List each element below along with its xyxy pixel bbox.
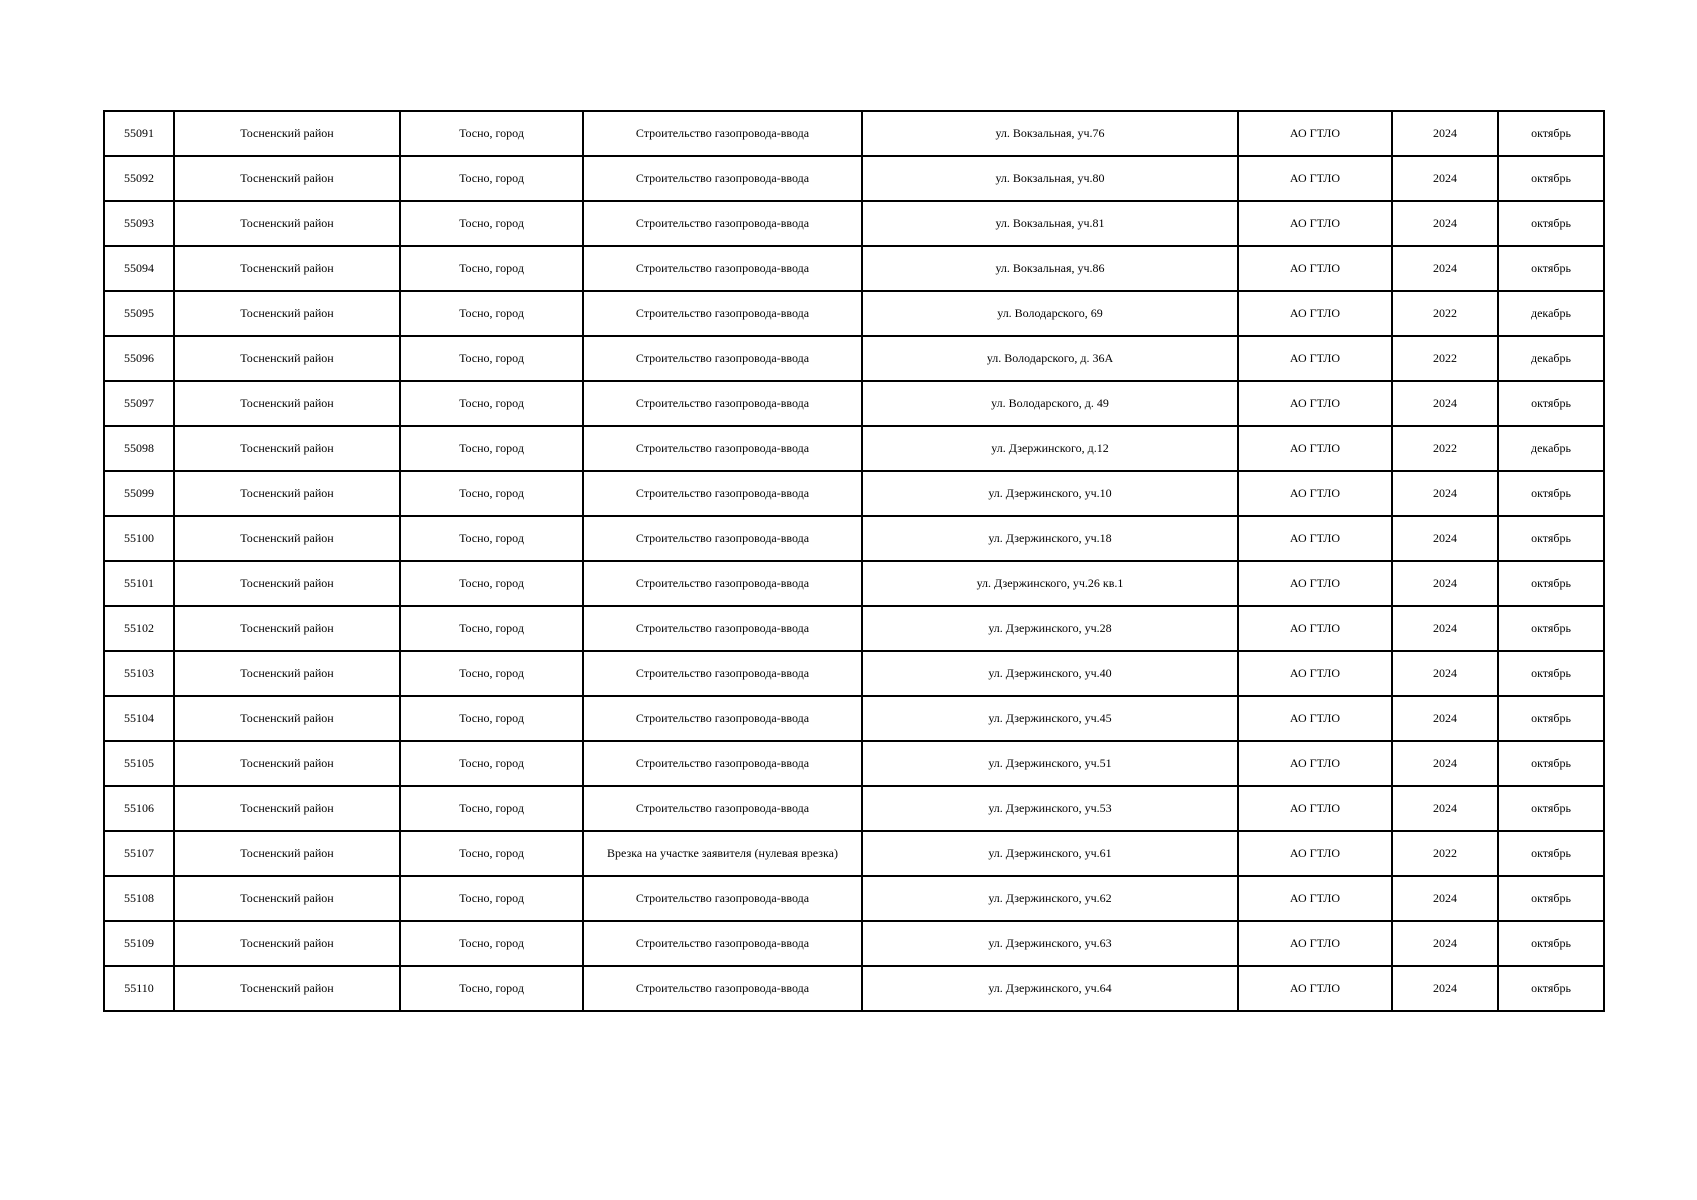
address-cell: ул. Вокзальная, уч.86 (862, 246, 1238, 291)
row-id-cell: 55091 (104, 111, 174, 156)
organization-cell: АО ГТЛО (1238, 561, 1392, 606)
work-type-cell: Строительство газопровода-ввода (583, 426, 862, 471)
row-id-cell: 55097 (104, 381, 174, 426)
row-id-cell: 55109 (104, 921, 174, 966)
district-cell: Тосненский район (174, 741, 400, 786)
organization-cell: АО ГТЛО (1238, 696, 1392, 741)
month-cell: октябрь (1498, 966, 1604, 1011)
year-cell: 2024 (1392, 156, 1498, 201)
month-cell: октябрь (1498, 876, 1604, 921)
district-cell: Тосненский район (174, 201, 400, 246)
year-cell: 2024 (1392, 246, 1498, 291)
address-cell: ул. Дзержинского, уч.51 (862, 741, 1238, 786)
month-cell: декабрь (1498, 426, 1604, 471)
work-type-cell: Строительство газопровода-ввода (583, 516, 862, 561)
address-cell: ул. Володарского, д. 36А (862, 336, 1238, 381)
address-cell: ул. Дзержинского, уч.61 (862, 831, 1238, 876)
row-id-cell: 55104 (104, 696, 174, 741)
work-type-cell: Строительство газопровода-ввода (583, 966, 862, 1011)
row-id-cell: 55098 (104, 426, 174, 471)
month-cell: декабрь (1498, 291, 1604, 336)
work-type-cell: Строительство газопровода-ввода (583, 201, 862, 246)
locality-cell: Тосно, город (400, 381, 583, 426)
district-cell: Тосненский район (174, 336, 400, 381)
work-type-cell: Строительство газопровода-ввода (583, 336, 862, 381)
organization-cell: АО ГТЛО (1238, 651, 1392, 696)
month-cell: октябрь (1498, 831, 1604, 876)
locality-cell: Тосно, город (400, 696, 583, 741)
year-cell: 2024 (1392, 606, 1498, 651)
table-row (104, 696, 1604, 741)
work-type-cell: Строительство газопровода-ввода (583, 246, 862, 291)
organization-cell: АО ГТЛО (1238, 381, 1392, 426)
row-id-cell: 55092 (104, 156, 174, 201)
organization-cell: АО ГТЛО (1238, 156, 1392, 201)
work-type-cell: Строительство газопровода-ввода (583, 606, 862, 651)
district-cell: Тосненский район (174, 966, 400, 1011)
organization-cell: АО ГТЛО (1238, 471, 1392, 516)
address-cell: ул. Володарского, 69 (862, 291, 1238, 336)
year-cell: 2022 (1392, 426, 1498, 471)
locality-cell: Тосно, город (400, 606, 583, 651)
table-row (104, 516, 1604, 561)
district-cell: Тосненский район (174, 156, 400, 201)
work-type-cell: Врезка на участке заявителя (нулевая врезка) (583, 831, 862, 876)
table-row (104, 741, 1604, 786)
row-id-cell: 55108 (104, 876, 174, 921)
address-cell: ул. Дзержинского, уч.62 (862, 876, 1238, 921)
address-cell: ул. Вокзальная, уч.80 (862, 156, 1238, 201)
organization-cell: АО ГТЛО (1238, 111, 1392, 156)
row-id-cell: 55103 (104, 651, 174, 696)
gas-connection-table (103, 110, 1605, 1012)
year-cell: 2022 (1392, 831, 1498, 876)
row-id-cell: 55096 (104, 336, 174, 381)
organization-cell: АО ГТЛО (1238, 336, 1392, 381)
district-cell: Тосненский район (174, 426, 400, 471)
district-cell: Тосненский район (174, 831, 400, 876)
organization-cell: АО ГТЛО (1238, 516, 1392, 561)
work-type-cell: Строительство газопровода-ввода (583, 921, 862, 966)
locality-cell: Тосно, город (400, 966, 583, 1011)
year-cell: 2024 (1392, 966, 1498, 1011)
month-cell: октябрь (1498, 381, 1604, 426)
organization-cell: АО ГТЛО (1238, 741, 1392, 786)
table-row (104, 336, 1604, 381)
month-cell: октябрь (1498, 156, 1604, 201)
locality-cell: Тосно, город (400, 426, 583, 471)
district-cell: Тосненский район (174, 651, 400, 696)
work-type-cell: Строительство газопровода-ввода (583, 696, 862, 741)
locality-cell: Тосно, город (400, 336, 583, 381)
month-cell: октябрь (1498, 111, 1604, 156)
year-cell: 2024 (1392, 786, 1498, 831)
address-cell: ул. Володарского, д. 49 (862, 381, 1238, 426)
locality-cell: Тосно, город (400, 921, 583, 966)
work-type-cell: Строительство газопровода-ввода (583, 471, 862, 516)
month-cell: октябрь (1498, 786, 1604, 831)
table-row (104, 831, 1604, 876)
address-cell: ул. Дзержинского, уч.10 (862, 471, 1238, 516)
address-cell: ул. Дзержинского, уч.45 (862, 696, 1238, 741)
table-row (104, 426, 1604, 471)
month-cell: октябрь (1498, 516, 1604, 561)
table-row (104, 381, 1604, 426)
district-cell: Тосненский район (174, 246, 400, 291)
organization-cell: АО ГТЛО (1238, 606, 1392, 651)
year-cell: 2024 (1392, 561, 1498, 606)
district-cell: Тосненский район (174, 921, 400, 966)
address-cell: ул. Дзержинского, уч.28 (862, 606, 1238, 651)
address-cell: ул. Вокзальная, уч.81 (862, 201, 1238, 246)
year-cell: 2024 (1392, 741, 1498, 786)
row-id-cell: 55093 (104, 201, 174, 246)
locality-cell: Тосно, город (400, 471, 583, 516)
address-cell: ул. Вокзальная, уч.76 (862, 111, 1238, 156)
district-cell: Тосненский район (174, 291, 400, 336)
organization-cell: АО ГТЛО (1238, 426, 1392, 471)
work-type-cell: Строительство газопровода-ввода (583, 156, 862, 201)
year-cell: 2024 (1392, 516, 1498, 561)
district-cell: Тосненский район (174, 606, 400, 651)
row-id-cell: 55110 (104, 966, 174, 1011)
table-row (104, 291, 1604, 336)
locality-cell: Тосно, город (400, 516, 583, 561)
table-row (104, 201, 1604, 246)
work-type-cell: Строительство газопровода-ввода (583, 291, 862, 336)
work-type-cell: Строительство газопровода-ввода (583, 381, 862, 426)
year-cell: 2024 (1392, 921, 1498, 966)
table-row (104, 876, 1604, 921)
month-cell: октябрь (1498, 696, 1604, 741)
month-cell: декабрь (1498, 336, 1604, 381)
locality-cell: Тосно, город (400, 201, 583, 246)
organization-cell: АО ГТЛО (1238, 201, 1392, 246)
row-id-cell: 55101 (104, 561, 174, 606)
work-type-cell: Строительство газопровода-ввода (583, 876, 862, 921)
row-id-cell: 55099 (104, 471, 174, 516)
table-body (104, 111, 1604, 1011)
year-cell: 2024 (1392, 381, 1498, 426)
address-cell: ул. Дзержинского, уч.63 (862, 921, 1238, 966)
month-cell: октябрь (1498, 741, 1604, 786)
year-cell: 2024 (1392, 651, 1498, 696)
district-cell: Тосненский район (174, 786, 400, 831)
table-row (104, 156, 1604, 201)
work-type-cell: Строительство газопровода-ввода (583, 111, 862, 156)
locality-cell: Тосно, город (400, 111, 583, 156)
locality-cell: Тосно, город (400, 741, 583, 786)
organization-cell: АО ГТЛО (1238, 246, 1392, 291)
locality-cell: Тосно, город (400, 246, 583, 291)
work-type-cell: Строительство газопровода-ввода (583, 651, 862, 696)
row-id-cell: 55106 (104, 786, 174, 831)
address-cell: ул. Дзержинского, уч.40 (862, 651, 1238, 696)
table-row (104, 111, 1604, 156)
locality-cell: Тосно, город (400, 561, 583, 606)
year-cell: 2024 (1392, 111, 1498, 156)
year-cell: 2022 (1392, 336, 1498, 381)
row-id-cell: 55094 (104, 246, 174, 291)
row-id-cell: 55102 (104, 606, 174, 651)
table-row (104, 471, 1604, 516)
year-cell: 2024 (1392, 876, 1498, 921)
locality-cell: Тосно, город (400, 831, 583, 876)
organization-cell: АО ГТЛО (1238, 966, 1392, 1011)
address-cell: ул. Дзержинского, д.12 (862, 426, 1238, 471)
district-cell: Тосненский район (174, 561, 400, 606)
table-row (104, 606, 1604, 651)
address-cell: ул. Дзержинского, уч.18 (862, 516, 1238, 561)
row-id-cell: 55095 (104, 291, 174, 336)
month-cell: октябрь (1498, 246, 1604, 291)
table-row (104, 651, 1604, 696)
district-cell: Тосненский район (174, 876, 400, 921)
address-cell: ул. Дзержинского, уч.64 (862, 966, 1238, 1011)
address-cell: ул. Дзержинского, уч.26 кв.1 (862, 561, 1238, 606)
table-row (104, 786, 1604, 831)
locality-cell: Тосно, город (400, 291, 583, 336)
table-row (104, 246, 1604, 291)
organization-cell: АО ГТЛО (1238, 921, 1392, 966)
table-row (104, 966, 1604, 1011)
work-type-cell: Строительство газопровода-ввода (583, 561, 862, 606)
month-cell: октябрь (1498, 651, 1604, 696)
month-cell: октябрь (1498, 561, 1604, 606)
organization-cell: АО ГТЛО (1238, 876, 1392, 921)
table-row (104, 921, 1604, 966)
work-type-cell: Строительство газопровода-ввода (583, 741, 862, 786)
month-cell: октябрь (1498, 606, 1604, 651)
district-cell: Тосненский район (174, 471, 400, 516)
district-cell: Тосненский район (174, 111, 400, 156)
organization-cell: АО ГТЛО (1238, 786, 1392, 831)
year-cell: 2024 (1392, 201, 1498, 246)
district-cell: Тосненский район (174, 516, 400, 561)
month-cell: октябрь (1498, 201, 1604, 246)
month-cell: октябрь (1498, 921, 1604, 966)
address-cell: ул. Дзержинского, уч.53 (862, 786, 1238, 831)
locality-cell: Тосно, город (400, 876, 583, 921)
row-id-cell: 55107 (104, 831, 174, 876)
year-cell: 2024 (1392, 696, 1498, 741)
row-id-cell: 55100 (104, 516, 174, 561)
row-id-cell: 55105 (104, 741, 174, 786)
work-type-cell: Строительство газопровода-ввода (583, 786, 862, 831)
table-row (104, 561, 1604, 606)
locality-cell: Тосно, город (400, 786, 583, 831)
locality-cell: Тосно, город (400, 156, 583, 201)
district-cell: Тосненский район (174, 696, 400, 741)
locality-cell: Тосно, город (400, 651, 583, 696)
organization-cell: АО ГТЛО (1238, 291, 1392, 336)
organization-cell: АО ГТЛО (1238, 831, 1392, 876)
month-cell: октябрь (1498, 471, 1604, 516)
year-cell: 2022 (1392, 291, 1498, 336)
year-cell: 2024 (1392, 471, 1498, 516)
district-cell: Тосненский район (174, 381, 400, 426)
